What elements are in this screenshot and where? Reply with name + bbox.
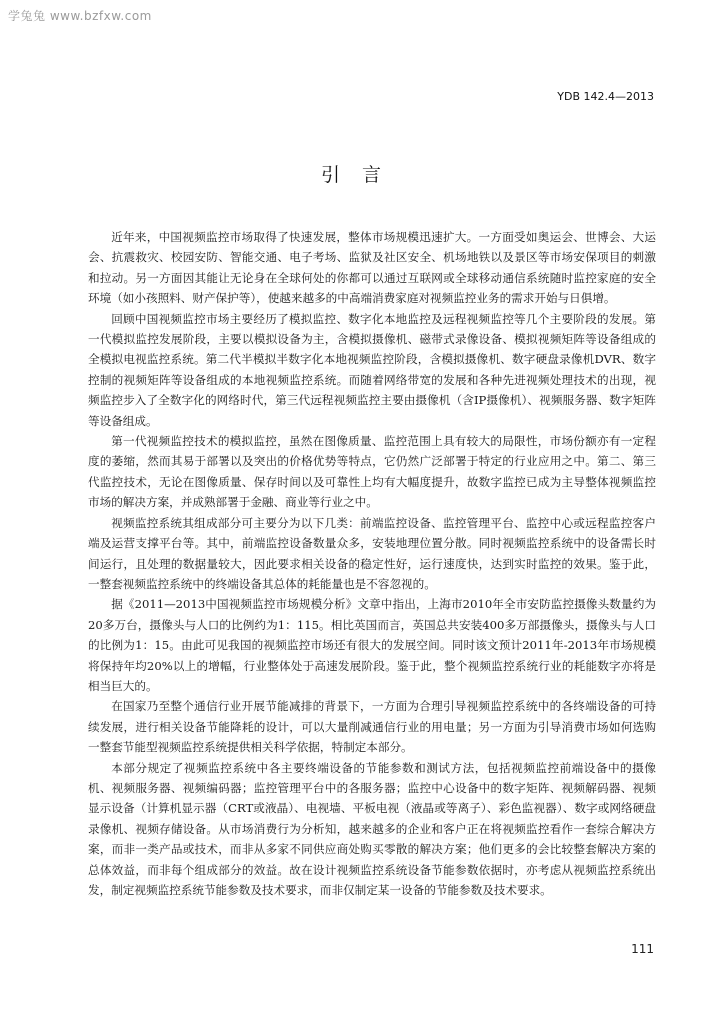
paragraph: 视频监控系统其组成部分可主要分为以下几类：前端监控设备、监控管理平台、监控中心或远程监控客户端及运营支撑平台等。其中，前端监控设备数量众多，安装地理位置分散。同时视频监控系统中的设备需长时间运行，且处理的数据量较大，因此要求相关设备的稳定性好，运行速度快，达到实时监控的效果。鉴于此，一整套视频监控系统中的终端设备其总体的耗能量也是不容忽视的。 (88, 515, 656, 591)
paragraph: 据《2011—2013中国视频监控市场规模分析》文章中指出，上海市2010年全市安防监控摄像头数量约为20多万台，摄像头与人口的比例约为1：115。相比英国而言，英国总共安装400多万部摄像头，摄像头与人口的比例为1：15。由此可见我国的视频监控市场还有很大的发展空间。同时该文预计2011年-2013年市场规模将保持年均20%以上的增幅，行业整体处于高速发展阶段。鉴于此，整个视频监控系统行业的耗能数字亦将是相当巨大的。 (88, 597, 656, 693)
standard-code: YDB 142.4—2013 (557, 90, 654, 103)
paragraph: 在国家乃至整个通信行业开展节能减排的背景下，一方面为合理引导视频监控系统中的各终端设备的可持续发展，进行相关设备节能降耗的设计，可以大量削减通信行业的用电量；另一方面为引导消费市场如何选购一整套节能型视频监控系统提供相关科学依据，特制定本部分。 (88, 699, 656, 755)
page-number: 111 (631, 942, 654, 956)
watermark: 学兔兔 www.bzfxw.com (8, 9, 152, 23)
paragraph: 回顾中国视频监控市场主要经历了模拟监控、数字化本地监控及远程视频监控等几个主要阶段的发展。第一代模拟监控发展阶段，主要以模拟设备为主，含模拟摄像机、磁带式录像设备、模拟视频矩阵等设备组成的全模拟电视监控系统。第二代半模拟半数字化本地视频监控阶段，含模拟摄像机、数字硬盘录像机DVR、数字控制的视频矩阵等设备组成的本地视频监控系统。而随着网络带宽的发展和各种先进视频处理技术的出现，视频监控步入了全数字化的网络时代，第三代远程视频监控主要由摄像机（含IP摄像机）、视频服务器、数字矩阵等设备组成。 (88, 311, 656, 428)
paragraph: 本部分规定了视频监控系统中各主要终端设备的节能参数和测试方法，包括视频监控前端设备中的摄像机、视频服务器、视频编码器；监控管理平台中的各服务器；监控中心设备中的数字矩阵、视频解码器、视频显示设备（计算机显示器（CRT或液晶）、电视墙、平板电视（液晶或等离子）、彩色监视器）、数字或网络硬盘录像机、视频存储设备。从市场消费行为分析知，越来越多的企业和客户正在将视频监控看作一套综合解决方案，而非一类产品或技术，而非从多家不同供应商处购买零散的解决方案；他们更多的会比较整套解决方案的总体效益，而非每个组成部分的效益。故在设计视频监控系统设备节能参数依据时，亦考虑从视频监控系统出发，制定视频监控系统节能参数及技术要求，而非仅制定某一设备的节能参数及技术要求。 (88, 760, 656, 897)
paragraph: 第一代视频监控技术的模拟监控，虽然在图像质量、监控范围上具有较大的局限性，市场份额亦有一定程度的萎缩，然而其易于部署以及突出的价格优势等特点，它仍然广泛部署于特定的行业应用之中。第二、第三代监控技术，无论在图像质量、保存时间以及可靠性上均有大幅度提升，故数字监控已成为主导整体视频监控市场的解决方案，并成熟部署于金融、商业等行业之中。 (88, 434, 656, 510)
page-title: 引言 (320, 164, 403, 186)
document-body (88, 227, 656, 900)
paragraph: 近年来，中国视频监控市场取得了快速发展，整体市场规模迅速扩大。一方面受如奥运会、世博会、大运会、抗震救灾、校园安防、智能交通、电子考场、监狱及社区安全、机场地铁以及景区等市场安保项目的刺激和拉动。另一方面因其能让无论身在全球何处的你都可以通过互联网或全球移动通信系统随时监控家庭的安全环境（如小孩照料、财产保护等），使越来越多的中高端消费家庭对视频监控业务的需求开始与日俱增。 (88, 230, 656, 306)
